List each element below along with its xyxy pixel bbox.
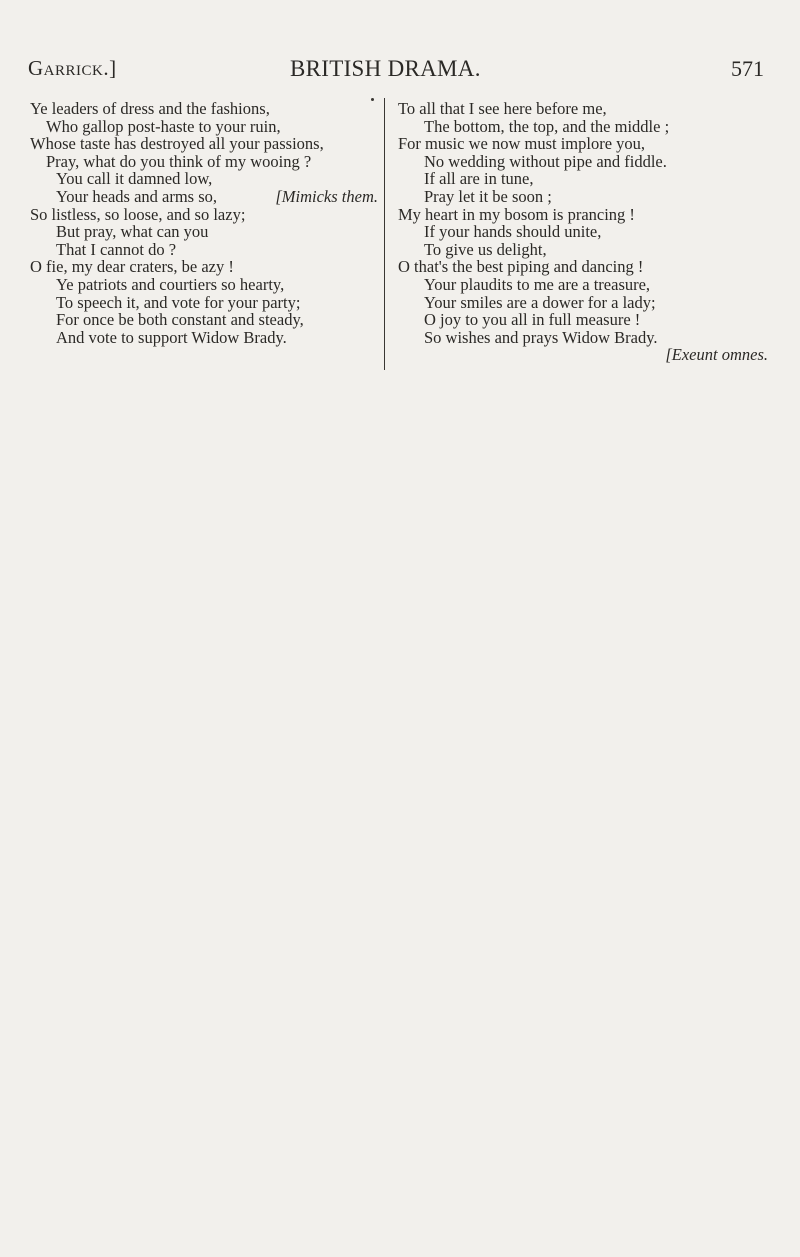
verse-line-text: Pray let it be soon ;: [424, 186, 552, 206]
verse-line-text: If your hands should unite,: [424, 222, 602, 242]
verse-line: [398, 311, 768, 329]
verse-line-text: Your plaudits to me are a treasure,: [424, 274, 651, 294]
column-divider-dot: [371, 98, 374, 101]
verse-line: [30, 135, 370, 153]
verse-line: [30, 223, 370, 241]
verse-line: [398, 118, 768, 136]
verse-line: [398, 100, 768, 118]
column-divider: [384, 98, 385, 370]
verse-line-text: So wishes and prays Widow Brady.: [424, 327, 658, 347]
verse-line: [398, 223, 768, 241]
verse-line-text: That I cannot do ?: [56, 239, 177, 259]
verse-line-text: Who gallop post-haste to your ruin,: [46, 116, 281, 136]
verse-line: [30, 206, 370, 224]
verse-line-text: For once be both constant and steady,: [56, 310, 304, 330]
verse-line-text: To all that I see here before me,: [398, 99, 607, 118]
running-head-title: BRITISH DRAMA.: [290, 56, 481, 81]
verse-line-text: To give us delight,: [424, 239, 547, 259]
verse-line-text: For music we now must implore you,: [398, 134, 646, 154]
page-number: 571: [731, 56, 764, 81]
verse-line: [398, 206, 768, 224]
verse-line-text: Ye patriots and courtiers so hearty,: [56, 274, 285, 294]
verse-line: [30, 329, 370, 347]
verse-line-text: So listless, so loose, and so lazy;: [30, 204, 246, 224]
verse-line: [398, 276, 768, 294]
verse-line-text: O joy to you all in full measure !: [424, 310, 641, 330]
verse-line-text: But pray, what can you: [56, 222, 209, 242]
verse-line: [30, 153, 370, 171]
verse-line-text: Whose taste has destroyed all your passions,: [30, 134, 324, 154]
verse-line: [398, 188, 768, 206]
verse-line-text: O that's the best piping and dancing !: [398, 257, 644, 277]
running-head: [28, 56, 764, 86]
verse-line-text: You call it damned low,: [56, 169, 213, 189]
verse-line-text: If all are in tune,: [424, 169, 534, 189]
left-verse-column: [30, 99, 378, 347]
verse-line: [398, 153, 768, 171]
stage-direction: [Mimicks them.: [275, 186, 378, 206]
verse-line: [30, 186, 378, 206]
verse-line: [30, 118, 370, 136]
verse-line: [30, 100, 370, 118]
exit-stage-direction: [Exeunt omnes.: [665, 345, 768, 365]
verse-line: [398, 135, 768, 153]
verse-line: [398, 294, 768, 312]
verse-line: [30, 311, 370, 329]
verse-line: [398, 329, 768, 347]
verse-line: [398, 258, 768, 276]
right-verse-column: [398, 100, 768, 364]
verse-line: [30, 241, 370, 259]
verse-line: [398, 241, 768, 259]
verse-line: [398, 170, 768, 188]
verse-line: [30, 258, 370, 276]
verse-line-text: And vote to support Widow Brady.: [56, 327, 287, 347]
verse-line-text: My heart in my bosom is prancing !: [398, 204, 635, 224]
verse-line: [30, 294, 370, 312]
verse-line-text: Ye leaders of dress and the fashions,: [30, 99, 270, 118]
verse-line-text: No wedding without pipe and fiddle.: [424, 151, 667, 171]
verse-line: [30, 170, 370, 188]
verse-line-text: Your smiles are a dower for a lady;: [424, 292, 656, 312]
verse-line-text: To speech it, and vote for your party;: [56, 292, 301, 312]
verse-line-text: The bottom, the top, and the middle ;: [424, 116, 670, 136]
running-head-author: Garrick.]: [28, 56, 117, 80]
verse-line: [30, 276, 370, 294]
verse-line-text: O fie, my dear craters, be azy !: [30, 257, 234, 277]
verse-line-text: Pray, what do you think of my wooing ?: [46, 151, 312, 171]
verse-line-text: Your heads and arms so,: [56, 186, 218, 206]
